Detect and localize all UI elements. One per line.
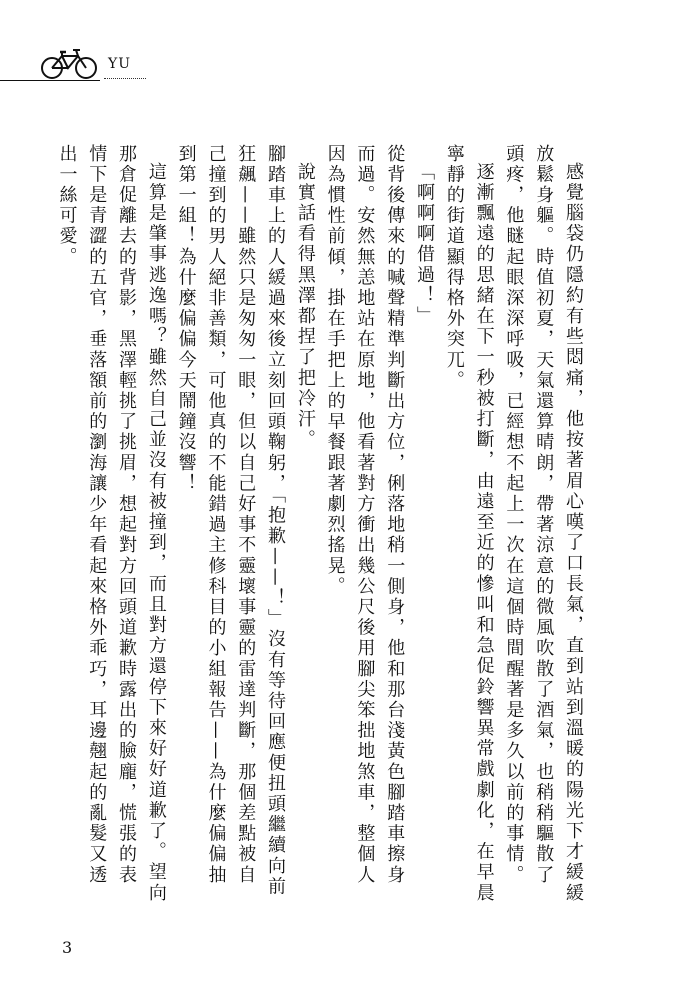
header-rule — [0, 80, 100, 81]
vertical-text-body — [52, 144, 588, 904]
paragraph-5: 說實話看得黑澤都捏了把冷汗。 — [294, 162, 316, 451]
header-title: YU — [108, 56, 132, 72]
header-dotted-line — [104, 78, 146, 79]
paragraph-1: 感覺腦袋仍隱約有些悶痛，他按著眉心嘆了口長氣，直到站到溫暖的陽光下才緩緩放鬆身軀。時值初夏，天氣還算晴朗，帶著涼意的微風吹散了酒氣，也稍稍驅散了頭疼，他瞇起眼深深呼吸，已經想不起上一次在這個時間醒著是多久以前的事情。 — [503, 144, 584, 904]
paragraph-4: 從背後傳來的喊聲精準判斷出方位，俐落地稍一側身，他和那台淺黃色腳踏車擦身而過。安然無恙地站在原地，他看著對方衝出幾公尺後用腳尖笨拙地煞車，整個人因為慣性前傾，掛在手把上的早餐跟著劇烈搖晃。 — [324, 144, 406, 886]
bicycle-icon — [40, 48, 98, 80]
paragraph-7: 這算是肇事逃逸嗎？雖然自己並沒有被撞到，而且對方還停下來好好道歉了。望向那倉促離去的背影，黑澤輕挑了挑眉，想起對方回頭道歉時露出的臉龐，慌張的表情下是青澀的五官，垂落額前的瀏海讓少年看起來格外乖巧，耳邊翹起的亂髮又透出一絲可愛。 — [56, 144, 167, 904]
paragraph-6: 腳踏車上的人緩過來後立刻回頭鞠躬，「抱歉——！」沒有等待回應便扭頭繼續向前狂飆——雖然只是匆匆一眼，但以自己好事不靈壞事靈的雷達判斷，那個差點被自己撞到的男人絕非善類，可他真的不能錯過主修科目的小組報告——為什麼偏偏抽到第一組！為什麼偏偏今天鬧鐘沒響！ — [175, 144, 287, 898]
paragraph-2: 逐漸飄遠的思緒在下一秒被打斷，由遠至近的慘叫和急促鈴響異常戲劇化，在早晨寧靜的街道顯得格外突兀。 — [443, 144, 495, 904]
page-number: 3 — [62, 938, 73, 957]
paragraph-3: 「啊啊啊借過！」 — [414, 162, 436, 327]
page-header — [0, 0, 700, 90]
